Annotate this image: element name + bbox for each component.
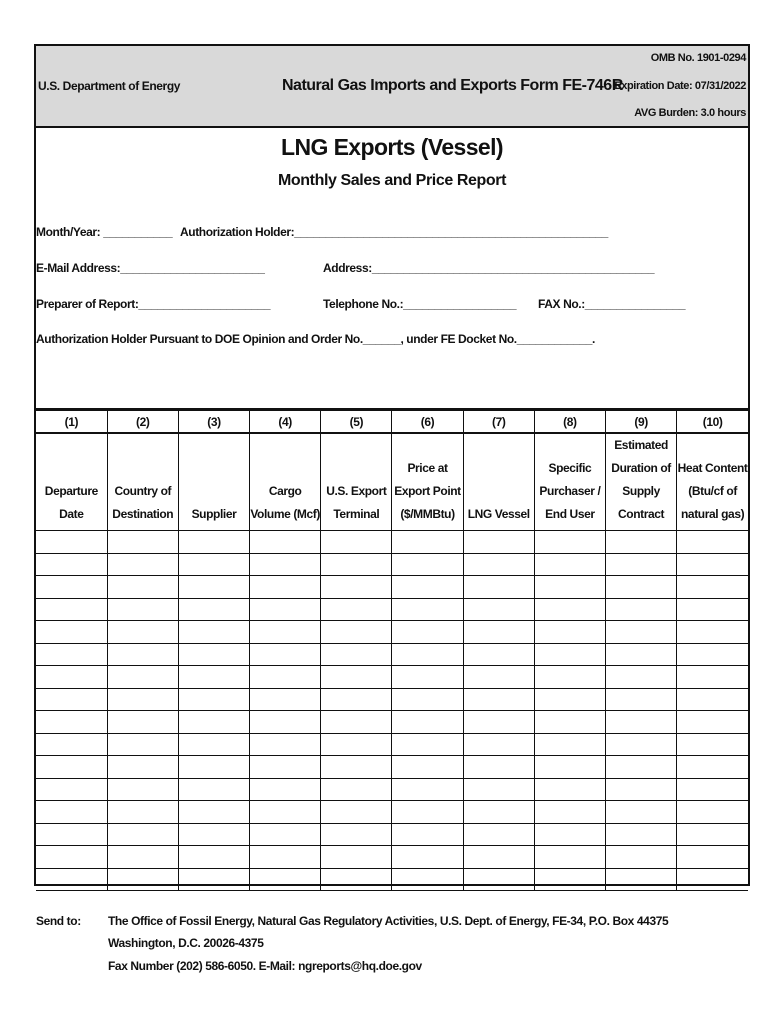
table-row — [36, 666, 748, 689]
column-header — [178, 433, 249, 531]
table-cell[interactable] — [36, 531, 107, 554]
table-cell[interactable] — [463, 823, 534, 846]
table-cell[interactable] — [534, 846, 605, 869]
table-cell[interactable] — [606, 643, 677, 666]
table-cell[interactable] — [677, 643, 748, 666]
column-header — [463, 433, 534, 531]
table-row — [36, 756, 748, 779]
table-cell[interactable] — [677, 823, 748, 846]
column-header-line: Specific — [548, 461, 592, 475]
authorization-holder-field[interactable]: Authorization Holder:__________________________________________________ — [180, 225, 608, 239]
column-header — [321, 433, 392, 531]
table-cell[interactable] — [36, 553, 107, 576]
column-header-line: End User — [545, 507, 595, 521]
table-cell[interactable] — [606, 778, 677, 801]
table-cell[interactable] — [250, 868, 321, 891]
table-cell[interactable] — [534, 553, 605, 576]
table-cell[interactable] — [606, 553, 677, 576]
table-cell[interactable] — [178, 711, 249, 734]
table-cell[interactable] — [677, 801, 748, 824]
table-row — [36, 576, 748, 599]
table-cell[interactable] — [534, 756, 605, 779]
table-cell[interactable] — [321, 576, 392, 599]
column-header-line: Estimated — [614, 438, 668, 452]
omb-number: OMB No. 1901-0294 — [650, 52, 746, 64]
table-cell[interactable] — [250, 801, 321, 824]
table-cell[interactable] — [677, 846, 748, 869]
avg-burden: AVG Burden: 3.0 hours — [634, 107, 746, 119]
table-cell[interactable] — [677, 553, 748, 576]
fax-field[interactable]: FAX No.:________________ — [538, 297, 686, 311]
table-cell[interactable] — [606, 621, 677, 644]
table-cell[interactable] — [392, 531, 463, 554]
table-cell[interactable] — [606, 531, 677, 554]
table-cell[interactable] — [606, 576, 677, 599]
table-cell[interactable] — [36, 688, 107, 711]
table-cell[interactable] — [463, 801, 534, 824]
column-number: (8) — [534, 411, 605, 434]
table-cell[interactable] — [250, 643, 321, 666]
column-header-row — [36, 433, 748, 531]
table-cell[interactable] — [392, 778, 463, 801]
table-cell[interactable] — [392, 643, 463, 666]
table-cell[interactable] — [178, 666, 249, 689]
table-cell[interactable] — [321, 553, 392, 576]
column-header-line: (Btu/cf of — [688, 484, 737, 498]
table-cell[interactable] — [392, 868, 463, 891]
table-cell[interactable] — [36, 801, 107, 824]
column-number: (7) — [463, 411, 534, 434]
table-cell[interactable] — [178, 643, 249, 666]
table-cell[interactable] — [321, 778, 392, 801]
column-header-line: Heat Content — [677, 461, 748, 475]
table-cell[interactable] — [534, 576, 605, 599]
column-header-line: Price at — [407, 461, 448, 475]
table-cell[interactable] — [178, 823, 249, 846]
table-cell[interactable] — [107, 531, 178, 554]
table-cell[interactable] — [321, 643, 392, 666]
report-table — [36, 408, 748, 891]
table-cell[interactable] — [392, 666, 463, 689]
table-row — [36, 598, 748, 621]
table-cell[interactable] — [606, 711, 677, 734]
table-cell[interactable] — [36, 778, 107, 801]
table-cell[interactable] — [321, 846, 392, 869]
table-cell[interactable] — [606, 846, 677, 869]
table-cell[interactable] — [107, 688, 178, 711]
table-cell[interactable] — [463, 621, 534, 644]
column-header-line: Contract — [618, 507, 665, 521]
column-number: (4) — [250, 411, 321, 434]
table-cell[interactable] — [178, 801, 249, 824]
table-cell[interactable] — [36, 756, 107, 779]
table-cell[interactable] — [534, 598, 605, 621]
column-number: (5) — [321, 411, 392, 434]
table-cell[interactable] — [107, 868, 178, 891]
table-cell[interactable] — [534, 823, 605, 846]
column-header-line: Destination — [112, 507, 174, 521]
table-cell[interactable] — [36, 576, 107, 599]
table-cell[interactable] — [107, 778, 178, 801]
table-cell[interactable] — [606, 666, 677, 689]
table-cell[interactable] — [606, 868, 677, 891]
column-header — [36, 433, 107, 531]
table-cell[interactable] — [36, 621, 107, 644]
month-year-field[interactable]: Month/Year: ___________ — [36, 225, 173, 239]
table-cell[interactable] — [250, 553, 321, 576]
table-cell[interactable] — [463, 643, 534, 666]
table-cell[interactable] — [178, 756, 249, 779]
table-cell[interactable] — [107, 598, 178, 621]
form-header — [36, 46, 748, 128]
table-cell[interactable] — [36, 846, 107, 869]
address-field[interactable]: Address:_____________________________________________ — [323, 261, 655, 275]
table-cell[interactable] — [463, 598, 534, 621]
table-cell[interactable] — [677, 711, 748, 734]
table-cell[interactable] — [392, 711, 463, 734]
table-cell[interactable] — [677, 868, 748, 891]
table-cell[interactable] — [321, 598, 392, 621]
table-cell[interactable] — [107, 576, 178, 599]
table-cell[interactable] — [392, 823, 463, 846]
table-cell[interactable] — [178, 778, 249, 801]
table-cell[interactable] — [606, 801, 677, 824]
table-cell[interactable] — [321, 666, 392, 689]
table-cell[interactable] — [534, 778, 605, 801]
table-cell[interactable] — [463, 688, 534, 711]
table-cell[interactable] — [250, 576, 321, 599]
table-cell[interactable] — [463, 553, 534, 576]
table-cell[interactable] — [107, 643, 178, 666]
table-cell[interactable] — [36, 598, 107, 621]
table-cell[interactable] — [321, 711, 392, 734]
page-subtitle: Monthly Sales and Price Report — [277, 172, 507, 189]
table-cell[interactable] — [321, 621, 392, 644]
table-cell[interactable] — [36, 643, 107, 666]
column-header — [606, 433, 677, 531]
table-cell[interactable] — [107, 733, 178, 756]
table-cell[interactable] — [677, 576, 748, 599]
table-cell[interactable] — [250, 756, 321, 779]
table-cell[interactable] — [321, 868, 392, 891]
table-cell[interactable] — [321, 688, 392, 711]
table-cell[interactable] — [250, 688, 321, 711]
table-cell[interactable] — [677, 688, 748, 711]
table-cell[interactable] — [178, 553, 249, 576]
table-cell[interactable] — [534, 711, 605, 734]
table-cell[interactable] — [463, 576, 534, 599]
expiration-date: Expiration Date: 07/31/2022 — [614, 80, 746, 92]
column-number: (6) — [392, 411, 463, 434]
table-cell[interactable] — [250, 666, 321, 689]
table-cell[interactable] — [392, 598, 463, 621]
send-to-address-line: The Office of Fossil Energy, Natural Gas Regulatory Activities, U.S. Dept. of Energy, FE-34, P.O. Box 44375 — [108, 914, 669, 928]
table-cell[interactable] — [534, 666, 605, 689]
table-cell[interactable] — [677, 531, 748, 554]
table-cell[interactable] — [463, 778, 534, 801]
column-header-line: Export Point — [394, 484, 461, 498]
table-cell[interactable] — [250, 531, 321, 554]
form-frame — [34, 44, 750, 886]
table-cell[interactable] — [606, 733, 677, 756]
table-cell[interactable] — [36, 711, 107, 734]
column-header-line: Volume (Mcf) — [250, 507, 320, 521]
table-cell[interactable] — [107, 666, 178, 689]
table-cell[interactable] — [606, 756, 677, 779]
table-cell[interactable] — [178, 846, 249, 869]
column-header-line: Supplier — [191, 507, 237, 521]
column-header-line: Terminal — [333, 507, 380, 521]
table-cell[interactable] — [463, 846, 534, 869]
table-cell[interactable] — [677, 621, 748, 644]
table-cell[interactable] — [392, 688, 463, 711]
table-cell[interactable] — [392, 621, 463, 644]
table-cell[interactable] — [321, 801, 392, 824]
column-header-line: Country of — [114, 484, 172, 498]
table-cell[interactable] — [321, 733, 392, 756]
table-row — [36, 801, 748, 824]
table-cell[interactable] — [606, 823, 677, 846]
table-cell[interactable] — [178, 688, 249, 711]
column-header-line: Duration of — [611, 461, 671, 475]
table-cell[interactable] — [107, 711, 178, 734]
table-row — [36, 553, 748, 576]
table-cell[interactable] — [107, 621, 178, 644]
table-cell[interactable] — [677, 733, 748, 756]
column-header-line: Supply — [622, 484, 660, 498]
table-cell[interactable] — [392, 733, 463, 756]
column-header-line: LNG Vessel — [467, 507, 530, 521]
table-cell[interactable] — [463, 756, 534, 779]
column-header-line: Departure — [44, 484, 98, 498]
table-cell[interactable] — [250, 598, 321, 621]
table-row — [36, 868, 748, 891]
table-row — [36, 688, 748, 711]
table-cell[interactable] — [677, 666, 748, 689]
table-cell[interactable] — [392, 756, 463, 779]
table-cell[interactable] — [463, 711, 534, 734]
table-cell[interactable] — [606, 688, 677, 711]
form-title: Natural Gas Imports and Exports Form FE-746R — [282, 77, 623, 94]
column-number: (10) — [677, 411, 748, 434]
table-cell[interactable] — [178, 531, 249, 554]
table-cell[interactable] — [534, 621, 605, 644]
column-header-line: U.S. Export — [326, 484, 387, 498]
table-row — [36, 621, 748, 644]
column-header-line: ($/MMBtu) — [400, 507, 455, 521]
column-number-row — [36, 411, 748, 434]
send-to-city-line: Washington, D.C. 20026-4375 — [108, 936, 264, 950]
table-cell[interactable] — [392, 846, 463, 869]
table-cell[interactable] — [677, 598, 748, 621]
table-cell[interactable] — [250, 711, 321, 734]
table-cell[interactable] — [178, 576, 249, 599]
preparer-field[interactable]: Preparer of Report:_____________________ — [36, 297, 271, 311]
table-row — [36, 643, 748, 666]
table-cell[interactable] — [36, 868, 107, 891]
table-cell[interactable] — [36, 733, 107, 756]
table-cell[interactable] — [463, 531, 534, 554]
table-cell[interactable] — [606, 598, 677, 621]
page-title: LNG Exports (Vessel) — [281, 134, 503, 160]
table-cell[interactable] — [321, 823, 392, 846]
table-row — [36, 733, 748, 756]
table-cell[interactable] — [392, 553, 463, 576]
table-cell[interactable] — [677, 778, 748, 801]
table-cell[interactable] — [463, 666, 534, 689]
column-header — [107, 433, 178, 531]
table-cell[interactable] — [534, 733, 605, 756]
table-row — [36, 778, 748, 801]
table-cell[interactable] — [178, 598, 249, 621]
telephone-field[interactable]: Telephone No.:__________________ — [323, 297, 517, 311]
table-cell[interactable] — [321, 531, 392, 554]
column-number: (2) — [107, 411, 178, 434]
column-header-line: Purchaser / — [539, 484, 601, 498]
column-number: (1) — [36, 411, 107, 434]
column-number: (9) — [606, 411, 677, 434]
table-cell[interactable] — [107, 801, 178, 824]
column-header — [677, 433, 748, 531]
send-to-label: Send to: — [36, 914, 81, 928]
email-field[interactable]: E-Mail Address:_______________________ — [36, 261, 265, 275]
table-cell[interactable] — [107, 823, 178, 846]
table-cell[interactable] — [534, 801, 605, 824]
table-cell[interactable] — [534, 643, 605, 666]
column-header — [250, 433, 321, 531]
table-cell[interactable] — [463, 733, 534, 756]
column-header — [534, 433, 605, 531]
table-cell[interactable] — [534, 868, 605, 891]
column-header-line: Cargo — [268, 484, 302, 498]
table-cell[interactable] — [36, 666, 107, 689]
table-cell[interactable] — [463, 868, 534, 891]
table-cell[interactable] — [178, 868, 249, 891]
table-cell[interactable] — [178, 733, 249, 756]
column-header-line: natural gas) — [680, 507, 745, 521]
table-cell[interactable] — [392, 576, 463, 599]
table-cell[interactable] — [36, 823, 107, 846]
order-docket-field[interactable]: Authorization Holder Pursuant to DOE Opinion and Order No.______, under FE Docket No.____________. — [36, 332, 595, 346]
send-to-contact-line: Fax Number (202) 586-6050. E-Mail: ngreports@hq.doe.gov — [108, 959, 422, 973]
table-cell[interactable] — [250, 778, 321, 801]
table-row — [36, 531, 748, 554]
table-cell[interactable] — [677, 756, 748, 779]
table-row — [36, 846, 748, 869]
column-header-line: Date — [59, 507, 84, 521]
table-cell[interactable] — [107, 846, 178, 869]
column-number: (3) — [178, 411, 249, 434]
column-header — [392, 433, 463, 531]
table-cell[interactable] — [250, 846, 321, 869]
table-cell[interactable] — [107, 553, 178, 576]
table-cell[interactable] — [107, 756, 178, 779]
table-cell[interactable] — [250, 823, 321, 846]
table-cell[interactable] — [321, 756, 392, 779]
table-cell[interactable] — [250, 621, 321, 644]
table-cell[interactable] — [250, 733, 321, 756]
table-row — [36, 711, 748, 734]
table-cell[interactable] — [392, 801, 463, 824]
department-name: U.S. Department of Energy — [38, 79, 181, 93]
table-row — [36, 823, 748, 846]
table-cell[interactable] — [534, 688, 605, 711]
table-cell[interactable] — [534, 531, 605, 554]
table-cell[interactable] — [178, 621, 249, 644]
